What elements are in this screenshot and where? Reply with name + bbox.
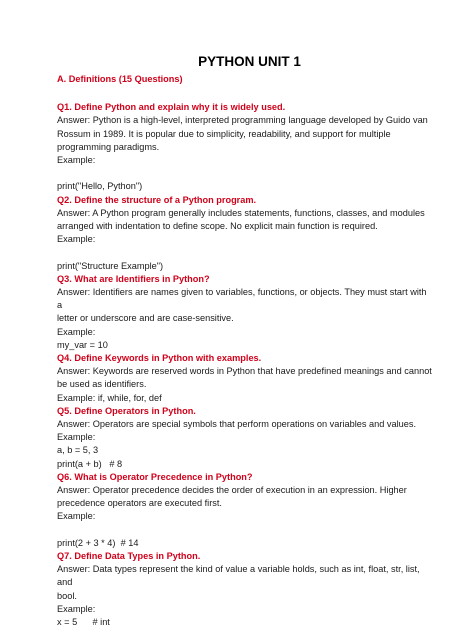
question-6-heading: Q6. What is Operator Precedence in Python? [57, 471, 253, 482]
example-label: Example: [57, 234, 96, 245]
answer-line: bool. [57, 590, 77, 601]
blank-line [57, 246, 434, 259]
answer-line: arranged with indentation to define scope. No explicit main function is required. [57, 221, 378, 232]
answer-line: Answer: A Python program generally includes statements, functions, classes, and modules [57, 207, 425, 218]
answer-line: Answer: Operator precedence decides the order of execution in an expression. Higher [57, 485, 407, 496]
answer-line: be used as identifiers. [57, 379, 147, 390]
question-7-heading: Q7. Define Data Types in Python. [57, 551, 201, 562]
example-label: Example: [57, 155, 96, 166]
question-2-heading: Q2. Define the structure of a Python program. [57, 194, 257, 205]
example-line: Example: if, while, for, def [57, 392, 162, 403]
code-line: print("Hello, Python") [57, 181, 143, 192]
answer-line: precedence operators are executed first. [57, 498, 222, 509]
answer-line: Answer: Identifiers are names given to variables, functions, or objects. They must start with a [57, 287, 430, 311]
example-label: Example: [57, 603, 96, 614]
question-5-heading: Q5. Define Operators in Python. [57, 405, 196, 416]
question-3-heading: Q3. What are Identifiers in Python? [57, 273, 210, 284]
code-line: print("Structure Example") [57, 260, 164, 271]
blank-line [57, 524, 434, 537]
example-label: Example: [57, 432, 96, 443]
code-line: x = 5 # int [57, 617, 110, 628]
answer-line: programming paradigms. [57, 141, 160, 152]
question-4-heading: Q4. Define Keywords in Python with examples. [57, 353, 262, 364]
document-title: PYTHON UNIT 1 [198, 54, 301, 69]
answer-line: Rossum in 1989. It is popular due to simplicity, readability, and support for multiple [57, 128, 391, 139]
example-label: Example: [57, 326, 96, 337]
code-line: a, b = 5, 3 [57, 445, 99, 456]
example-label: Example: [57, 511, 96, 522]
answer-line: Answer: Keywords are reserved words in Python that have predefined meanings and cannot [57, 366, 432, 377]
section-heading: A. Definitions (15 Questions) [57, 74, 183, 84]
answer-line: Answer: Operators are special symbols that perform operations on variables and values. [57, 419, 416, 430]
answer-line: letter or underscore and are case-sensitive. [57, 313, 234, 324]
answer-line: Answer: Data types represent the kind of value a variable holds, such as int, float, str, list, and [57, 564, 423, 588]
question-1-heading: Q1. Define Python and explain why it is widely used. [57, 102, 286, 113]
code-line: print(a + b) # 8 [57, 458, 123, 469]
blank-line [57, 167, 434, 180]
code-line: my_var = 10 [57, 339, 108, 350]
code-line: print(2 + 3 * 4) # 14 [57, 537, 139, 548]
answer-line: Answer: Python is a high-level, interpreted programming language developed by Guido van [57, 115, 428, 126]
